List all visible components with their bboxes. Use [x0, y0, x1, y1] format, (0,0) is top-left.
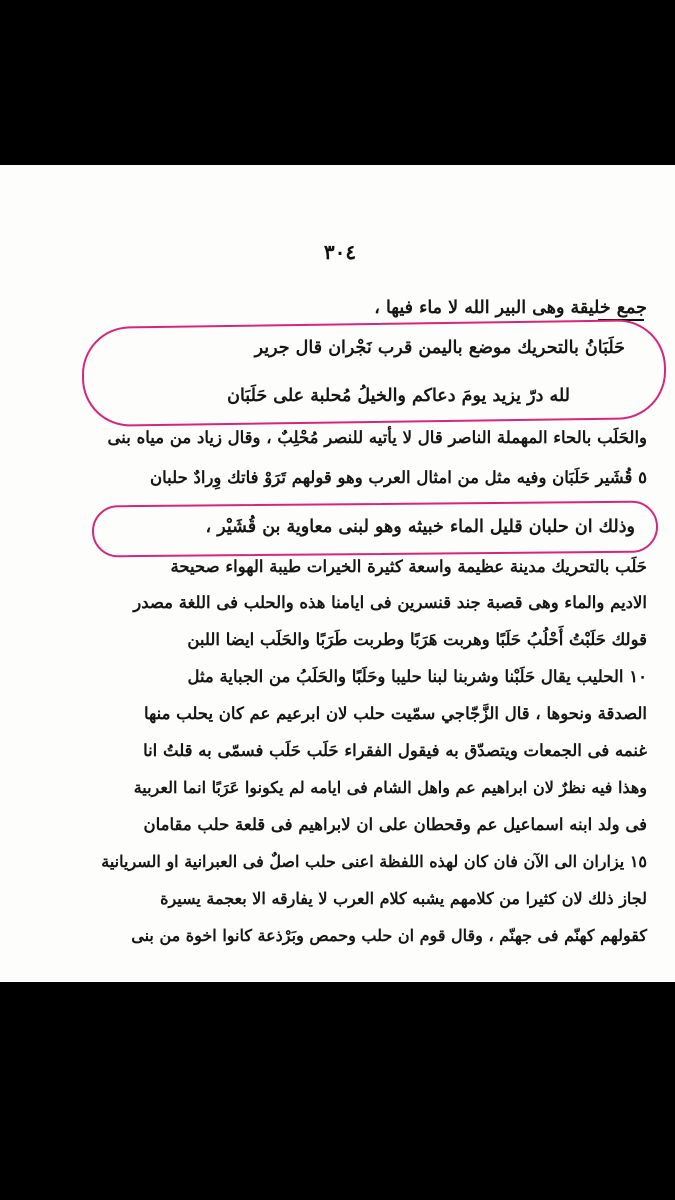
text-line-9: قولك حَلَبْتُ أَحْلُبُ حَلَبًا وهربت هَرَبًا وطربت طَرَبًا والحَلَب ايضا اللبن: [187, 630, 647, 649]
text-line-10: ١٠ الحليب يقال حَلَبْنا وشربنا لبنا حليبا وحَلَبًا والحَلَبُ من الجباية مثل: [187, 667, 647, 686]
text-line-8: الاديم والماء وهى قصبة جند قنسرين فى ايامنا هذه والحلب فى اللغة مصدر: [133, 593, 647, 612]
text-line-7: حَلَب بالتحريك مدينة عظيمة واسعة كثيرة الخيرات طيبة الهواء صحيحة: [170, 557, 647, 576]
highlight-oval-1: [81, 319, 666, 427]
text-line-5: ٥ قُشَير حَلَبَان وفيه مثل من امثال العرب وهو قولهم تَرَوْ فاتك وِرادٌ حلبان: [150, 468, 647, 487]
text-line-16: لجاز ذلك لان كثيرا من كلامهم يشبه كلام العرب لا يفارقه الا بعجمة يسيرة: [160, 889, 647, 908]
text-line-2: حَلَبَانُ بالتحريك موضع باليمن قرب نَجْران قال جرير: [254, 338, 625, 358]
page-number: ٣٠٤: [323, 240, 357, 264]
underline-mark: [598, 319, 644, 321]
text-line-4: والحَلَب بالحاء المهملة الناصر قال لا يأتيه للنصر مُحْلِبٌ ، وقال زياد من مياه بنى: [107, 428, 647, 447]
text-line-14: فى ولد ابنه اسماعيل عم وقحطان على ان لابراهيم فى قلعة حلب مقامان: [143, 815, 647, 834]
text-line-6: وذلك ان حلبان قليل الماء خبيثه وهو لبنى معاوية بن قُشَيْر ،: [205, 517, 635, 537]
text-line-13: وهذا فيه نظرٌ لان ابراهيم عم واهل الشام فى ايامه لم يكونوا عَرَبًا انما العربية: [133, 778, 647, 797]
text-line-12: غنمه فى الجمعات ويتصدّق به فيقول الفقراء حَلَب حَلَب فسمّى به قلتُ انا: [143, 741, 647, 760]
text-line-11: الصدقة ونحوها ، قال الزَّجّاجي سمّيت حلب لان ابرعيم عم كان يحلب منها: [143, 704, 647, 723]
text-line-1: جمع خليقة وهى البير الله لا ماء فيها ،: [374, 298, 647, 318]
text-line-3: لله درّ يزيد يومَ دعاكم والخيلُ مُحلبة على حَلَبَان: [227, 386, 570, 406]
text-line-17: كقولهم كهنّم فى جهنّم ، وقال قوم ان حلب وحمص وبَرْذعة كانوا اخوة من بنى: [131, 926, 647, 945]
book-page: [0, 165, 675, 982]
text-line-15: ١٥ يزاران الى الآن فان كان لهذه اللفظة اعنى حلب اصلٌ فى العبرانية او السريانية: [101, 852, 647, 871]
